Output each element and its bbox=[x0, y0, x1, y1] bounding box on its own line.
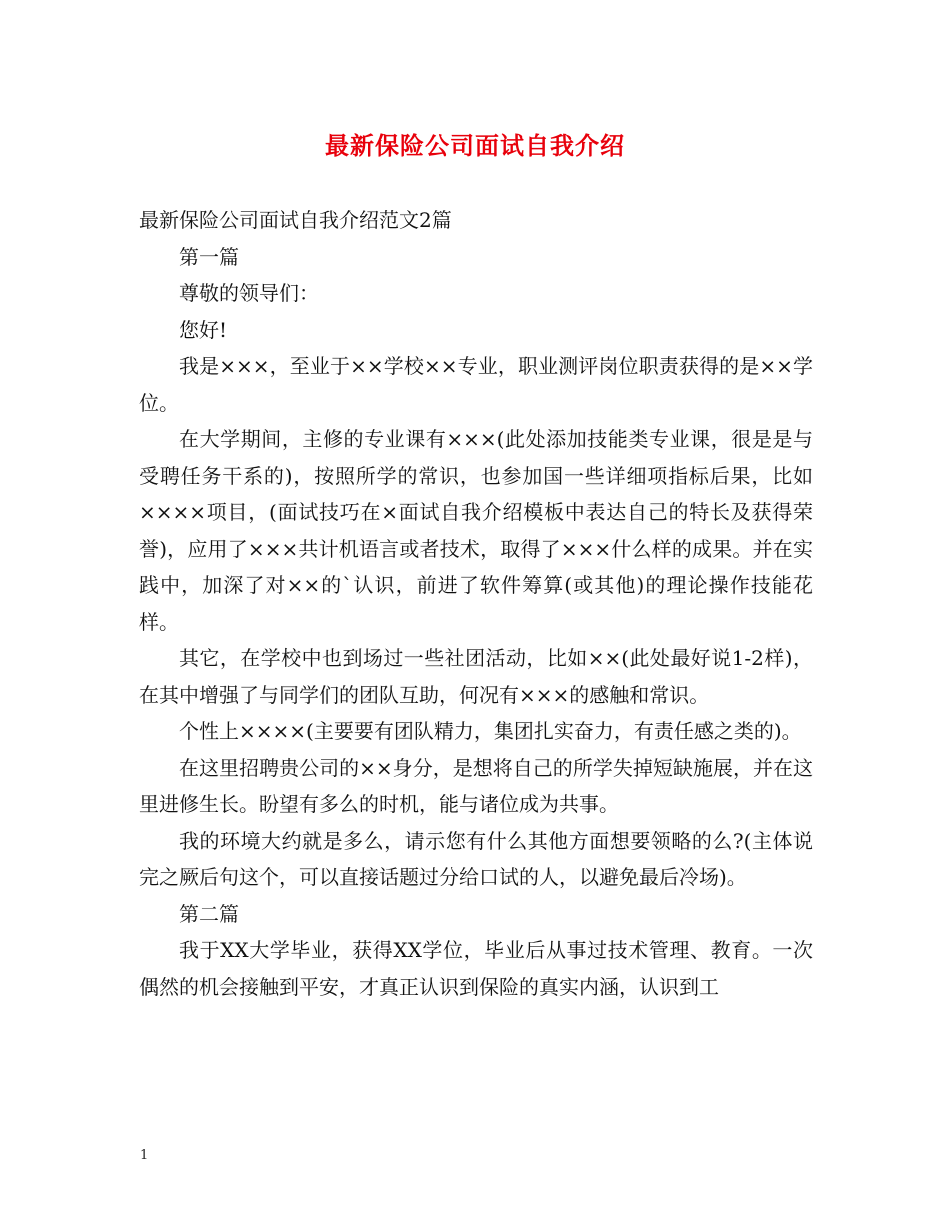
paragraph-activities: 其它，在学校中也到场过一些社团活动，比如××(此处最好说1-2样)，在其中增强了与同学们的团队互助，何况有×××的感触和常识。 bbox=[139, 646, 813, 707]
salutation: 尊敬的领导们： bbox=[179, 281, 319, 305]
paragraph-motivation: 在这里招聘贵公司的××身分，是想将自己的所学失掉短缺施展，并在这里进修生长。盼望有多么的时机，能与诸位成为共事。 bbox=[139, 755, 813, 816]
paragraph-personality: 个性上××××(主要要有团队精力，集团扎实奋力，有责任感之类的)。 bbox=[179, 719, 802, 743]
document-body bbox=[139, 202, 813, 1005]
paragraph-second-intro: 我于XX大学毕业，获得XX学位，毕业后从事过技术管理、教育。一次偶然的机会接触到平安，才真正认识到保险的真实内涵，认识到工 bbox=[139, 938, 813, 999]
section-heading-first: 第一篇 bbox=[179, 244, 239, 269]
document-title: 最新保险公司面试自我介绍 bbox=[325, 132, 625, 160]
paragraph-intro: 我是×××，至业于××学校××专业，职业测评岗位职责获得的是××学位。 bbox=[139, 354, 813, 415]
paragraph-education: 在大学期间，主修的专业课有×××(此处添加技能类专业课，很是是与受聘任务干系的)，按照所学的常识，也参加国一些详细项指标后果，比如××××项目，(面试技巧在×面试自我介绍模板中表达自己的特长及获得荣誉)，应用了×××共计机语言或者技术，取得了×××什么样的成果。并在实践中，加深了对××的`认识，前进了软件筹算(或其他)的理论操作技能花样。 bbox=[139, 427, 813, 634]
paragraph-closing: 我的环境大约就是多么，请示您有什么其他方面想要领略的么?(主体说完之厥后句这个，可以直接话题过分给口试的人，以避免最后冷场)。 bbox=[139, 828, 813, 889]
section-heading-second: 第二篇 bbox=[179, 901, 239, 926]
page-number: 1 bbox=[140, 1148, 149, 1163]
document-subtitle: 最新保险公司面试自我介绍范文2篇 bbox=[139, 208, 452, 232]
greeting: 您好! bbox=[179, 317, 228, 342]
